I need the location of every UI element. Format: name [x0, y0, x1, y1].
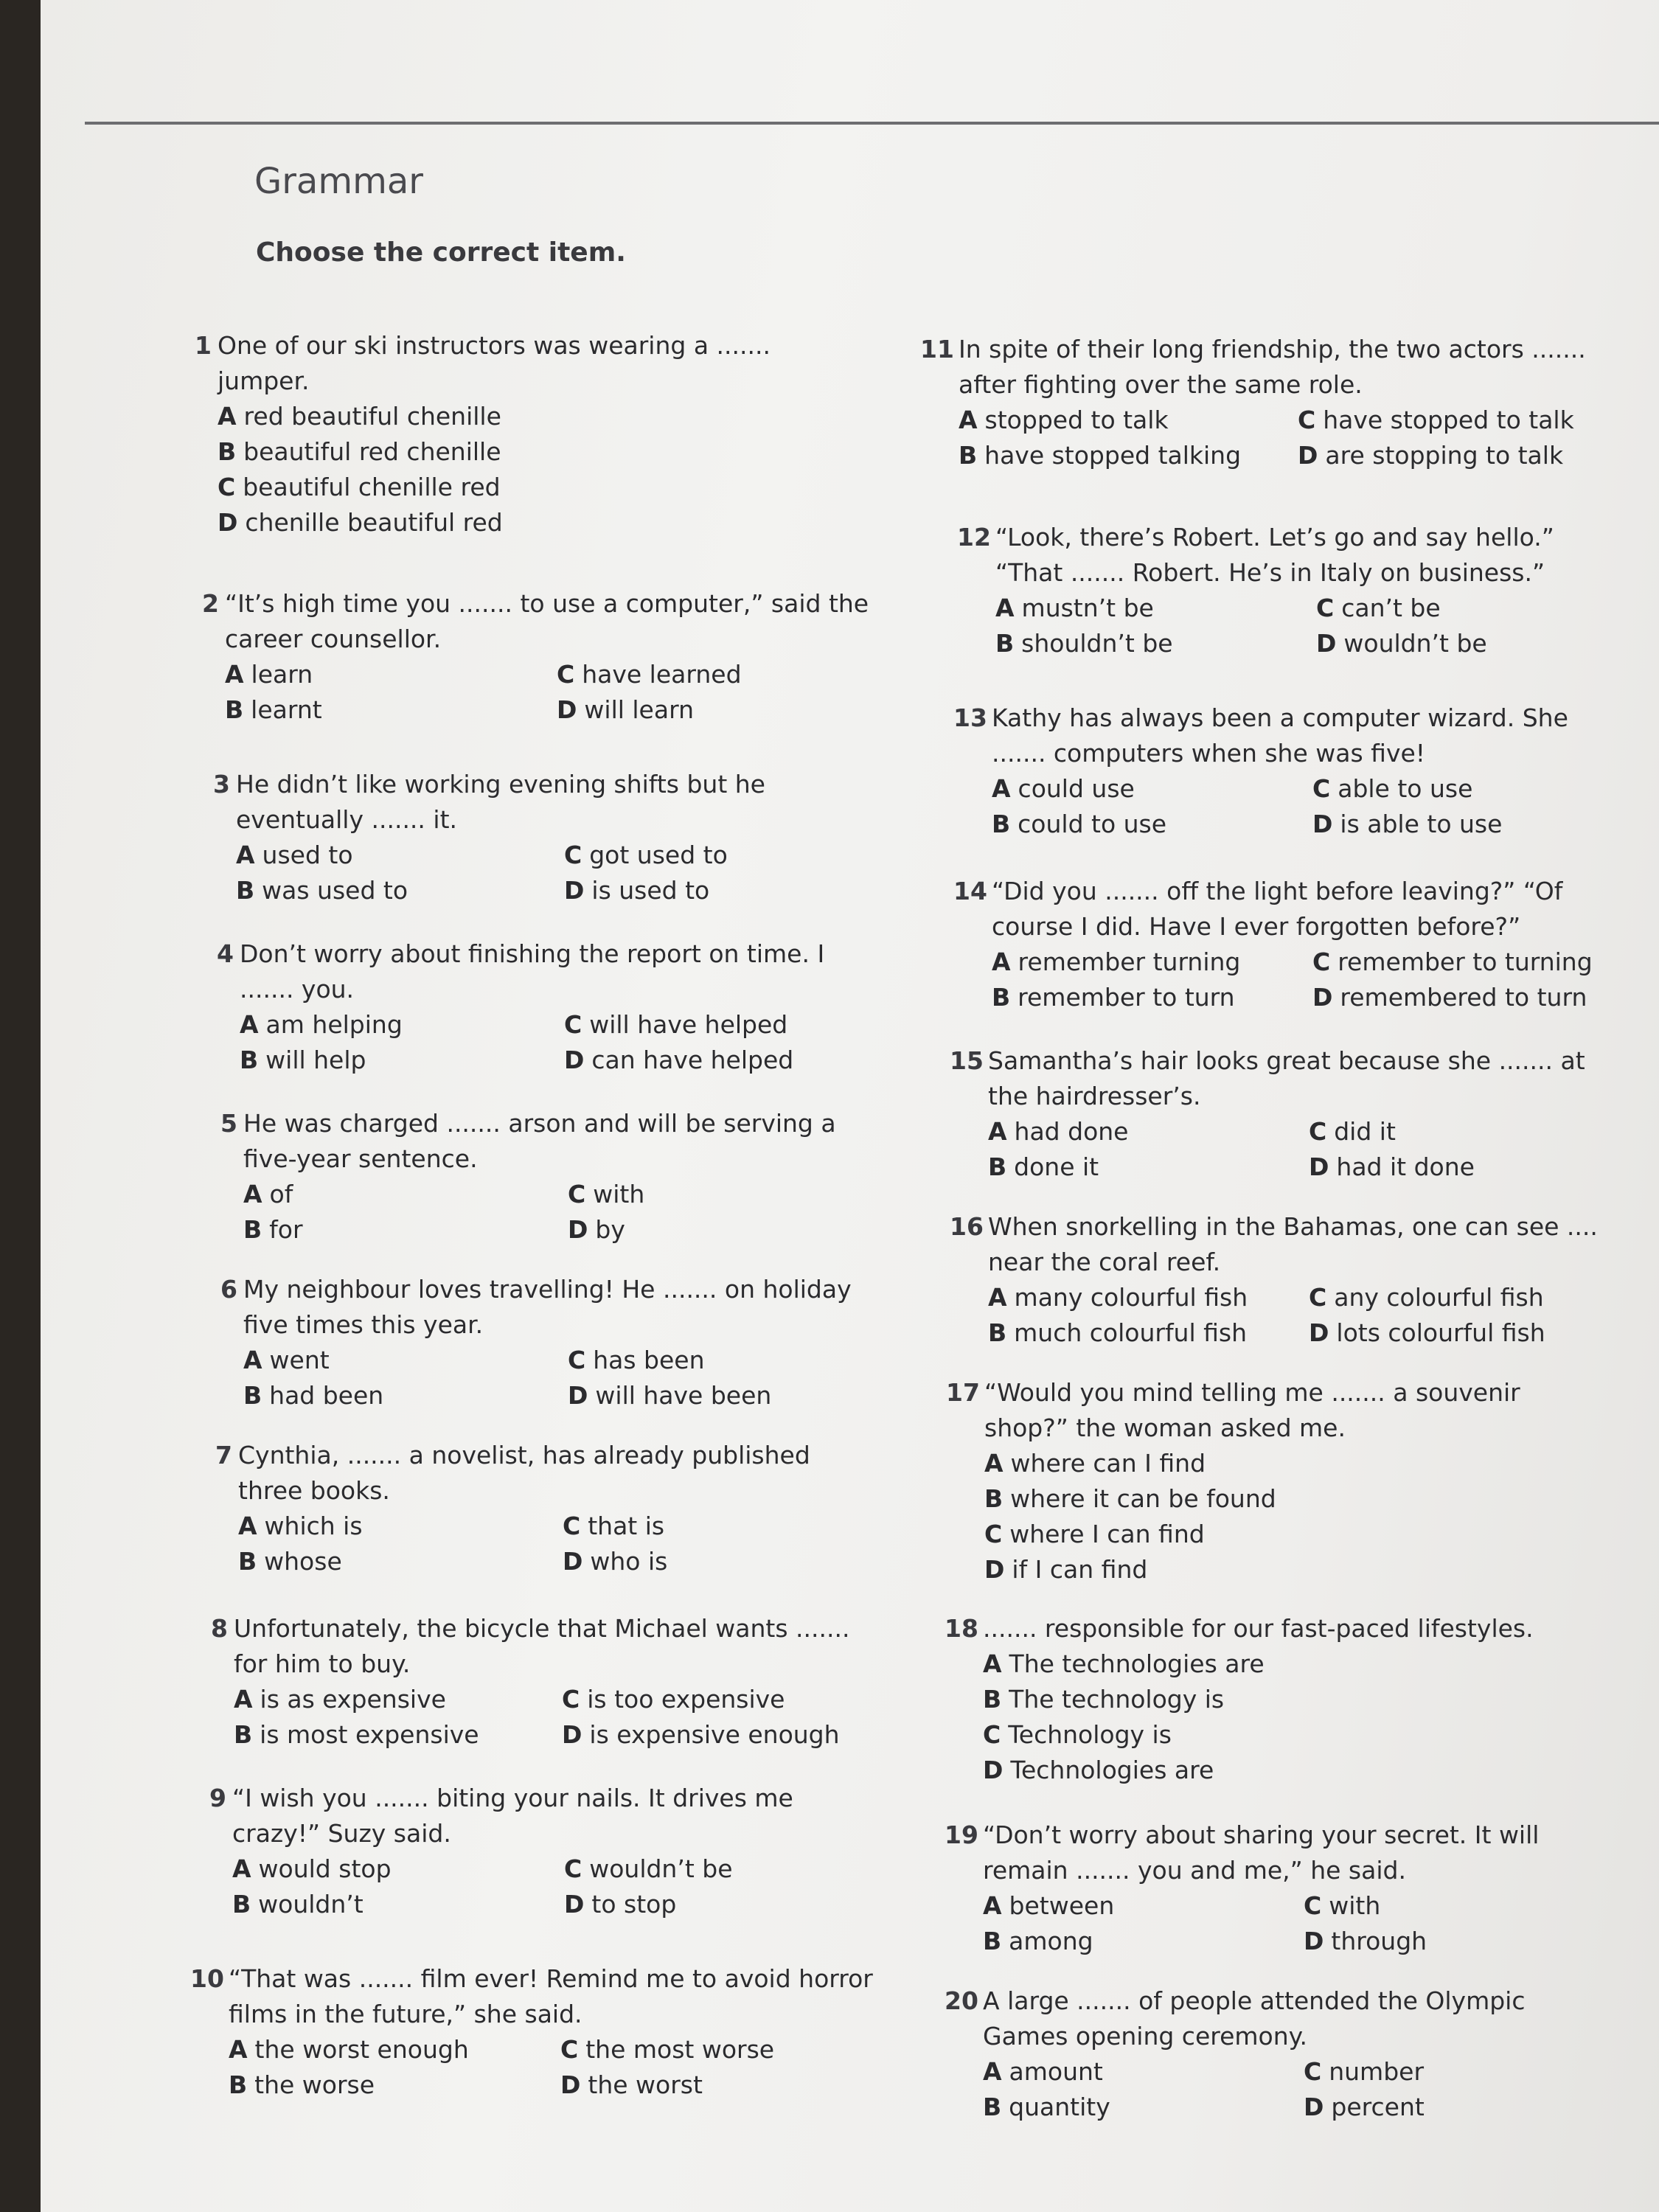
- question-number: 4: [217, 939, 234, 968]
- option-d[interactable]: D through: [1304, 1927, 1427, 1955]
- option-d[interactable]: D will learn: [557, 695, 694, 724]
- page-title: Grammar: [254, 161, 424, 202]
- question-number: 6: [220, 1275, 237, 1304]
- option-d[interactable]: D if I can find: [984, 1555, 1148, 1584]
- option-a[interactable]: A could use: [992, 774, 1135, 803]
- option-c[interactable]: C Technology is: [983, 1720, 1172, 1749]
- option-d[interactable]: D is used to: [564, 876, 710, 905]
- option-c[interactable]: C beautiful chenille red: [218, 473, 501, 501]
- option-a[interactable]: A The technologies are: [983, 1649, 1265, 1678]
- option-c[interactable]: C will have helped: [564, 1010, 788, 1039]
- option-a[interactable]: A amount: [983, 2057, 1103, 2086]
- option-a[interactable]: A stopped to talk: [959, 406, 1169, 434]
- options: [236, 838, 877, 908]
- question-text: “Did you ....... off the light before leaving?” “Of course I did. Have I ever forgotten before?”: [992, 877, 1563, 941]
- option-a[interactable]: A the worst enough: [229, 2035, 469, 2064]
- option-a[interactable]: A is as expensive: [234, 1685, 446, 1714]
- option-a[interactable]: A am helping: [240, 1010, 403, 1039]
- options: [238, 1509, 872, 1579]
- instruction-text: Choose the correct item.: [256, 237, 626, 268]
- question-13: [953, 700, 1618, 842]
- question-text: ....... responsible for our fast-paced lifestyles.: [983, 1614, 1534, 1643]
- question-text: “Would you mind telling me ....... a souvenir shop?” the woman asked me.: [984, 1378, 1520, 1442]
- option-d[interactable]: D percent: [1304, 2093, 1425, 2121]
- option-a[interactable]: A of: [243, 1180, 293, 1208]
- option-b[interactable]: B wouldn’t: [232, 1890, 364, 1919]
- question-text: One of our ski instructors was wearing a ....... jumper.: [218, 331, 771, 395]
- question-text: He didn’t like working evening shifts but he eventually ....... it.: [236, 770, 765, 834]
- option-d[interactable]: D Technologies are: [983, 1756, 1214, 1784]
- option-c[interactable]: C have learned: [557, 660, 742, 689]
- question-15: [950, 1043, 1615, 1185]
- option-d[interactable]: D the worst: [560, 2070, 703, 2099]
- question-14: [953, 874, 1618, 1015]
- options: [988, 1280, 1615, 1351]
- question-text: My neighbour loves travelling! He ....... on holiday five times this year.: [243, 1275, 852, 1339]
- question-number: 1: [195, 331, 212, 360]
- option-c[interactable]: C is too expensive: [562, 1685, 785, 1714]
- question-text: When snorkelling in the Bahamas, one can see .... near the coral reef.: [988, 1212, 1598, 1276]
- question-text: In spite of their long friendship, the two actors ....... after fighting over the same role.: [959, 335, 1586, 399]
- question-text: Don’t worry about finishing the report on time. I ....... you.: [240, 939, 825, 1004]
- option-c[interactable]: C where I can find: [984, 1520, 1205, 1548]
- option-b[interactable]: B The technology is: [983, 1685, 1225, 1714]
- question-text: Kathy has always been a computer wizard. She ....... computers when she was five!: [992, 703, 1568, 768]
- option-b[interactable]: B is most expensive: [234, 1720, 479, 1749]
- option-d[interactable]: D wouldn’t be: [1316, 629, 1487, 658]
- header-rule: [85, 122, 1659, 125]
- question-number: 16: [950, 1212, 984, 1241]
- option-d[interactable]: D lots colourful fish: [1309, 1318, 1545, 1347]
- option-b[interactable]: B whose: [238, 1547, 342, 1576]
- question-5: [220, 1106, 877, 1248]
- question-19: [945, 1818, 1610, 1959]
- question-text: Cynthia, ....... a novelist, has already published three books.: [238, 1441, 810, 1505]
- question-20: [945, 1983, 1610, 2125]
- option-d[interactable]: D to stop: [564, 1890, 677, 1919]
- options: [992, 771, 1618, 842]
- option-a[interactable]: A would stop: [232, 1854, 392, 1883]
- option-a[interactable]: A had done: [988, 1117, 1129, 1146]
- options: [243, 1177, 877, 1248]
- option-a[interactable]: A many colourful fish: [988, 1283, 1248, 1312]
- option-c[interactable]: C have stopped to talk: [1298, 406, 1574, 434]
- question-9: [209, 1781, 881, 1922]
- option-d[interactable]: D chenille beautiful red: [218, 508, 503, 537]
- option-c[interactable]: C has been: [568, 1346, 705, 1374]
- question-16: [950, 1209, 1615, 1351]
- option-b[interactable]: B shouldn’t be: [995, 629, 1173, 658]
- options: [983, 1646, 1610, 1788]
- question-number: 8: [211, 1614, 228, 1643]
- question-number: 9: [209, 1784, 226, 1812]
- option-c[interactable]: C did it: [1309, 1117, 1396, 1146]
- option-c[interactable]: C the most worse: [560, 2035, 775, 2064]
- question-number: 15: [950, 1046, 984, 1075]
- question-1: [195, 328, 866, 540]
- option-b[interactable]: B was used to: [236, 876, 408, 905]
- options: [218, 399, 866, 540]
- question-12: [957, 520, 1622, 661]
- option-b[interactable]: B remember to turn: [992, 983, 1235, 1012]
- options: [229, 2032, 877, 2103]
- option-c[interactable]: C remember to turning: [1312, 947, 1593, 976]
- question-number: 7: [215, 1441, 232, 1470]
- option-a[interactable]: A red beautiful chenille: [218, 402, 501, 431]
- question-number: 3: [213, 770, 230, 799]
- question-11: [920, 332, 1622, 473]
- question-text: Unfortunately, the bicycle that Michael wants ....... for him to buy.: [234, 1614, 850, 1678]
- question-10: [190, 1961, 877, 2103]
- question-number: 14: [953, 877, 987, 905]
- option-b[interactable]: B quantity: [983, 2093, 1110, 2121]
- question-number: 19: [945, 1820, 978, 1849]
- option-d[interactable]: D by: [568, 1215, 625, 1244]
- option-a[interactable]: A mustn’t be: [995, 594, 1154, 622]
- question-number: 2: [202, 589, 219, 618]
- option-b[interactable]: B the worse: [229, 2070, 375, 2099]
- option-a[interactable]: A went: [243, 1346, 330, 1374]
- options: [225, 657, 874, 728]
- question-number: 12: [957, 523, 991, 552]
- option-c[interactable]: C can’t be: [1316, 594, 1441, 622]
- question-text: “Don’t worry about sharing your secret. It will remain ....... you and me,” he said.: [983, 1820, 1540, 1885]
- option-c[interactable]: C number: [1304, 2057, 1425, 2086]
- question-text: Samantha’s hair looks great because she ....... at the hairdresser’s.: [988, 1046, 1585, 1110]
- option-b[interactable]: B will help: [240, 1046, 366, 1074]
- option-a[interactable]: A between: [983, 1891, 1115, 1920]
- worksheet-page: [41, 0, 1659, 2212]
- option-a[interactable]: A remember turning: [992, 947, 1241, 976]
- options: [240, 1007, 874, 1078]
- option-d[interactable]: D will have been: [568, 1381, 772, 1410]
- option-d[interactable]: D is able to use: [1312, 810, 1503, 838]
- options: [992, 945, 1618, 1015]
- options: [983, 1888, 1610, 1959]
- options: [232, 1851, 881, 1922]
- options: [234, 1682, 875, 1753]
- options: [243, 1343, 877, 1413]
- option-b[interactable]: B for: [243, 1215, 303, 1244]
- question-number: 11: [920, 335, 954, 364]
- options: [983, 2054, 1610, 2125]
- option-d[interactable]: D had it done: [1309, 1152, 1475, 1181]
- option-c[interactable]: C able to use: [1312, 774, 1473, 803]
- question-4: [217, 936, 874, 1078]
- question-2: [202, 586, 874, 728]
- question-text: “That was ....... film ever! Remind me to avoid horror films in the future,” she said.: [229, 1964, 873, 2028]
- options: [984, 1446, 1611, 1587]
- question-number: 17: [946, 1378, 980, 1407]
- question-number: 10: [190, 1964, 224, 1993]
- option-b[interactable]: B had been: [243, 1381, 384, 1410]
- question-text: “Look, there’s Robert. Let’s go and say hello.” “That ....... Robert. He’s in Italy on business.”: [995, 523, 1554, 587]
- question-18: [945, 1611, 1610, 1788]
- option-c[interactable]: C with: [1304, 1891, 1381, 1920]
- question-17: [946, 1375, 1611, 1587]
- question-text: A large ....... of people attended the Olympic Games opening ceremony.: [983, 1986, 1526, 2051]
- option-c[interactable]: C any colourful fish: [1309, 1283, 1544, 1312]
- question-3: [213, 767, 877, 908]
- options: [959, 403, 1622, 473]
- option-a[interactable]: A used to: [236, 841, 353, 869]
- option-b[interactable]: B done it: [988, 1152, 1099, 1181]
- options: [995, 591, 1622, 661]
- question-number: 20: [945, 1986, 978, 2015]
- question-text: “I wish you ....... biting your nails. It drives me crazy!” Suzy said.: [232, 1784, 793, 1848]
- question-number: 18: [945, 1614, 978, 1643]
- option-a[interactable]: A learn: [225, 660, 313, 689]
- question-number: 5: [220, 1109, 237, 1138]
- options: [988, 1114, 1615, 1185]
- option-b[interactable]: B among: [983, 1927, 1093, 1955]
- option-b[interactable]: B beautiful red chenille: [218, 437, 501, 466]
- question-7: [215, 1438, 872, 1579]
- option-b[interactable]: B have stopped talking: [959, 441, 1242, 470]
- option-d[interactable]: D who is: [563, 1547, 668, 1576]
- option-d[interactable]: D can have helped: [564, 1046, 794, 1074]
- option-b[interactable]: B could to use: [992, 810, 1167, 838]
- option-d[interactable]: D are stopping to talk: [1298, 441, 1564, 470]
- option-b[interactable]: B where it can be found: [984, 1484, 1276, 1513]
- option-b[interactable]: B much colourful fish: [988, 1318, 1248, 1347]
- question-text: “It’s high time you ....... to use a computer,” said the career counsellor.: [225, 589, 869, 653]
- option-c[interactable]: C got used to: [564, 841, 728, 869]
- option-c[interactable]: C that is: [563, 1512, 665, 1540]
- question-8: [211, 1611, 875, 1753]
- option-d[interactable]: D remembered to turn: [1312, 983, 1587, 1012]
- question-number: 13: [953, 703, 987, 732]
- option-b[interactable]: B learnt: [225, 695, 322, 724]
- option-c[interactable]: C with: [568, 1180, 645, 1208]
- option-c[interactable]: C wouldn’t be: [564, 1854, 733, 1883]
- option-a[interactable]: A where can I find: [984, 1449, 1206, 1478]
- option-a[interactable]: A which is: [238, 1512, 363, 1540]
- option-d[interactable]: D is expensive enough: [562, 1720, 840, 1749]
- question-6: [220, 1272, 877, 1413]
- question-text: He was charged ....... arson and will be serving a five-year sentence.: [243, 1109, 836, 1173]
